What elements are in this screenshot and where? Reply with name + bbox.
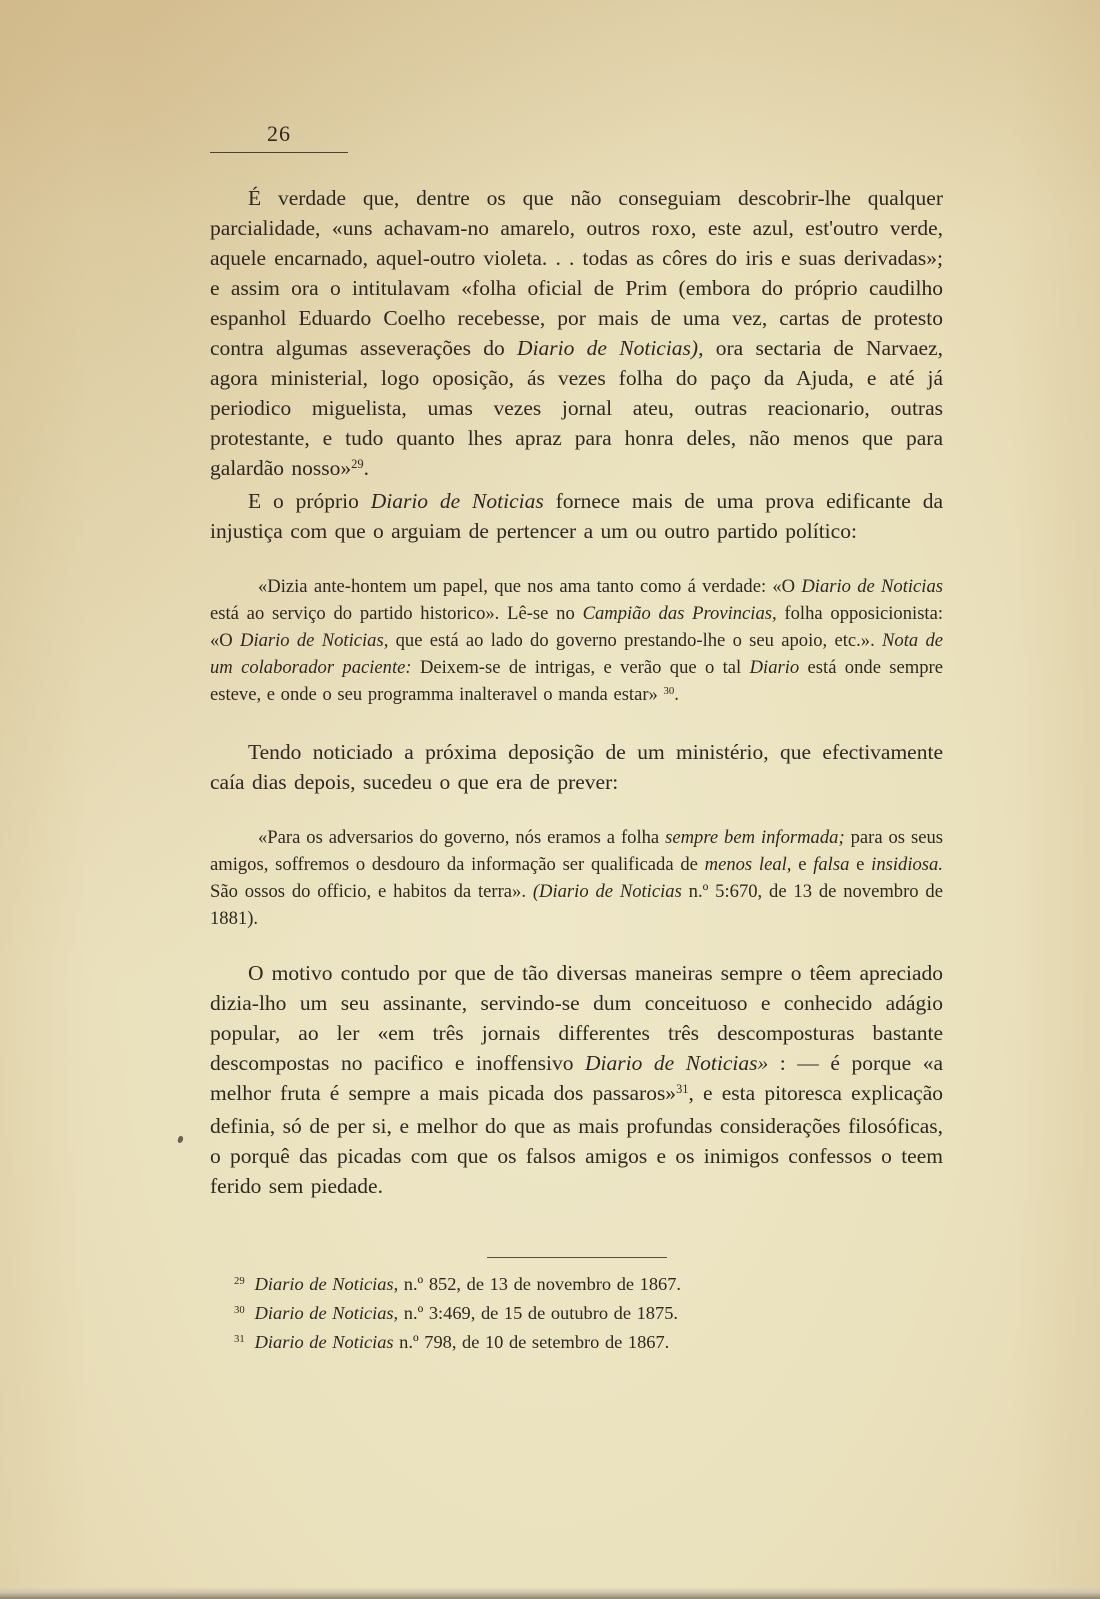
paragraph: Tendo noticiado a próxima deposição de um ministério, que efectivamente caía dias depois, sucedeu o que era de prever: — [210, 740, 943, 794]
paragraph: É verdade que, dentre os que não conseguiam descobrir-lhe qualquer parcialidade, «uns achavam-no amarelo, outros roxo, este azul, est'outro verde, aquele encarnado, aquel-outro violeta. . . todas as côres do iris e suas derivadas»; e assim ora o intitulavam «folha oficial de Prim (embora do próprio caudilho espanhol Eduardo Coelho recebesse, por mais de uma vez, cartas de protesto contra algumas asseverações do Diario de Noticias), ora sectaria de Narvaez, agora ministerial, logo oposição, ás vezes folha do paço da Ajuda, e até já periodico miguelista, umas vezes jornal ateu, outras reacionario, outras protestante, e tudo quanto lhes apraz para honra deles, não menos que para galardão nosso»$^{29}$. — [210, 186, 943, 480]
block-quote: «Para os adversarios do governo, nós eramos a folha sempre bem informada; para os seus amigos, soffremos o desdouro da informação ser qualificada de menos leal, e falsa e insidiosa. São ossos do officio, e habitos da terra». (Diario de Noticias n.º 5:670, de 13 de novembro de 1881). — [210, 827, 943, 929]
footnote-separator — [487, 1257, 667, 1258]
footnote-marker: 31 — [234, 1333, 245, 1346]
footnote-text: Diario de Noticias, n.º 852, de 13 de novembro de 1867. — [254, 1274, 682, 1294]
paragraph: E o próprio Diario de Noticias fornece mais de uma prova edificante da injustiça com que o arguiam de pertencer a um ou outro partido político: — [210, 489, 943, 543]
footnotes — [210, 1271, 943, 1358]
footnote-marker: 30 — [234, 1304, 245, 1317]
ink-speck — [177, 1135, 184, 1143]
paragraph: O motivo contudo por que de tão diversas maneiras sempre o têem apreciado dizia-lho um seu assinante, servindo-se dum conceituoso e conhecido adágio popular, ao ler «em três jornais differentes três descomposturas bastante descompostas no pacifico e inoffensivo Diario de Noticias» : — é porque «a melhor fruta é sempre a mais picada dos passaros»$^{31}$, e esta pitoresca explicação definia, só de per si, e melhor do que as mais profundas considerações filosóficas, o porquê das picadas com que os falsos amigos e os inimigos confessos o teem ferido sem piedade. — [210, 961, 944, 1198]
footnote — [210, 1271, 943, 1300]
text-column — [210, 121, 943, 1358]
footnote — [210, 1300, 943, 1329]
block-quote: «Dizia ante-hontem um papel, que nos ama tanto como á verdade: «O Diario de Noticias está ao serviço do partido historico». Lê-se no Campião das Provincias, folha opposicionista: «O Diario de Noticias, que está ao lado do governo prestando-lhe o seu apoio, etc.». Nota de um colaborador paciente: Deixem-se de intrigas, e verão que o tal Diario está onde sempre esteve, e onde o seu programma inalteravel o manda estar» $^{30}$. — [210, 576, 944, 705]
footnote-text: Diario de Noticias, n.º 3:469, de 15 de outubro de 1875. — [254, 1303, 678, 1323]
footnote-marker: 29 — [234, 1275, 245, 1288]
footnote — [210, 1329, 943, 1358]
page-bottom-edge — [0, 1587, 1100, 1599]
page-number: 26 — [210, 121, 348, 153]
footnote-text: Diario de Noticias n.º 798, de 10 de setembro de 1867. — [254, 1332, 670, 1352]
